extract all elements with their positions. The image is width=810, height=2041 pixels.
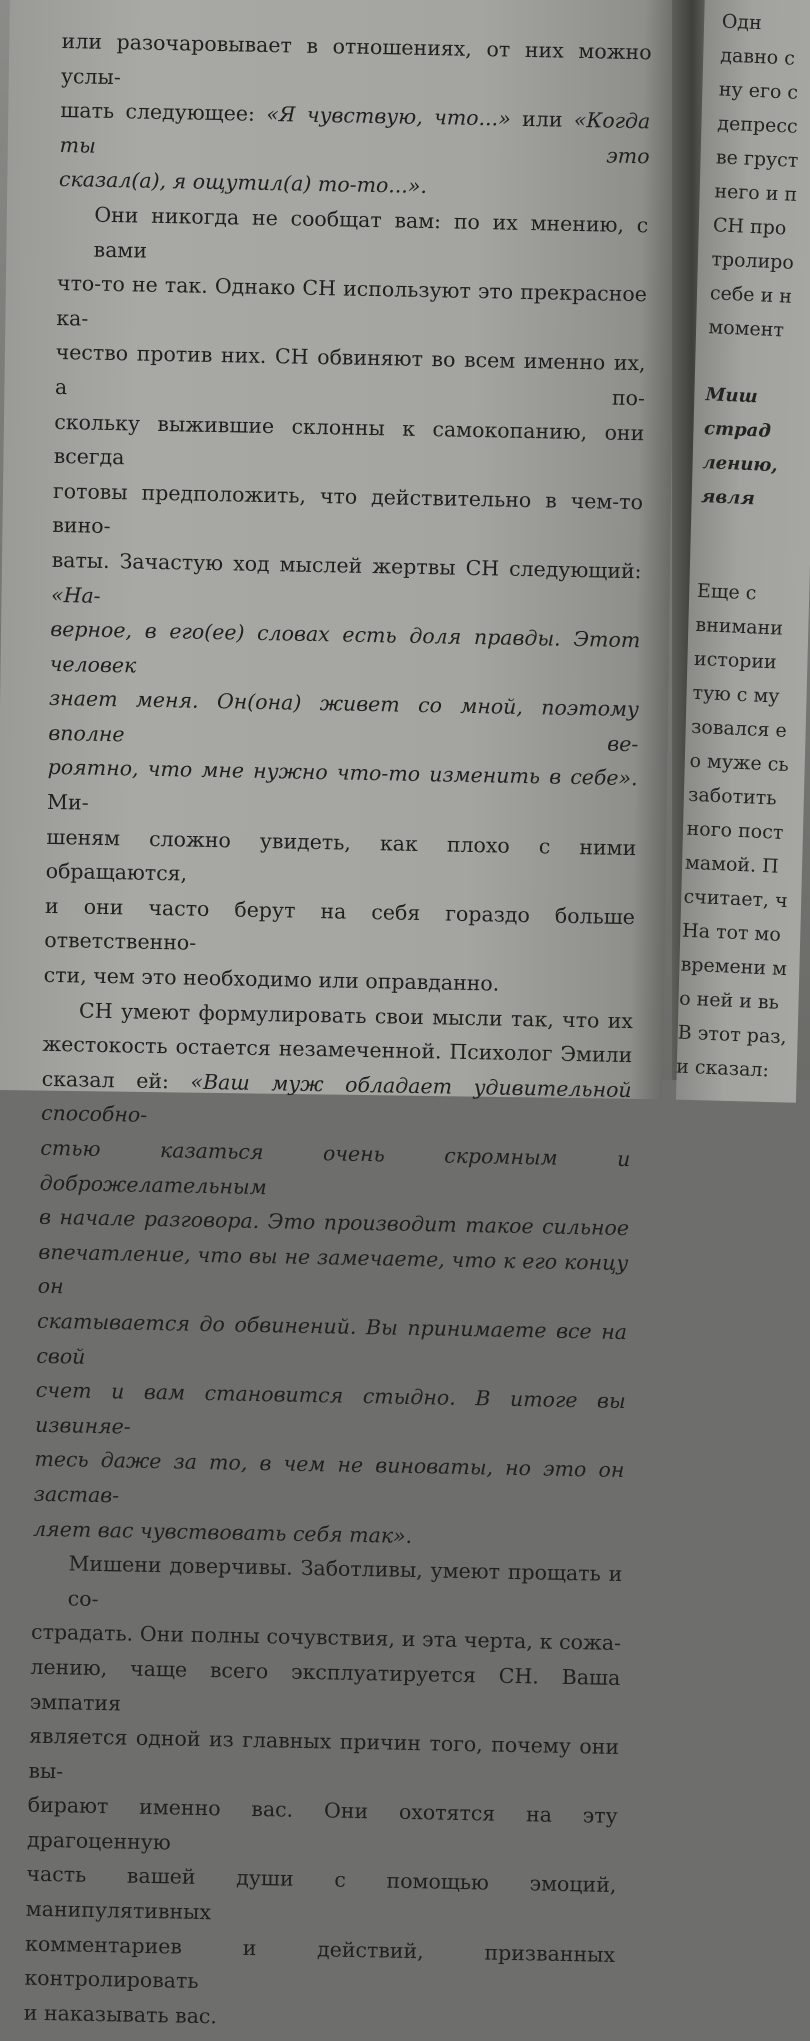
italic-text: сказал(а), я ощутил(а) то-то...». [58, 167, 428, 199]
text-segment: и наказывать вас. [23, 2000, 218, 2029]
italic-text: роятно, что мне нужно что-то изменить в себе». [47, 755, 638, 791]
right-page-line: давно с [719, 44, 796, 70]
text-line [55, 335, 646, 416]
right-page-line: внимани [695, 613, 784, 640]
text-segment: жестокость остается незамеченной. Психолог Эмили [42, 1032, 633, 1068]
text-line [51, 543, 642, 624]
text-segment: лению, чаще всего эксплуатируется СН. Ваша эмпатия [29, 1654, 621, 1715]
text-line [59, 93, 650, 174]
italic-text: стью казаться очень скромным и доброжелательным [39, 1135, 631, 1199]
text-line [45, 820, 636, 901]
text-line [28, 1719, 619, 1800]
text-line [53, 404, 644, 485]
text-segment: ваты. Зачастую ход мыслей жертвы СН следующий: [51, 547, 642, 584]
right-page-quote-line: явля [700, 486, 756, 510]
italic-text: «Ваш муж обладает удивительной способно- [40, 1069, 632, 1128]
italic-text: «Когда ты это [59, 108, 651, 169]
text-segment: сти, чем это необходимо или оправданно. [43, 962, 500, 996]
text-segment: Мишени доверчивы. Заботливы, умеют прощать и со- [67, 1551, 623, 1611]
italic-text: скатывается до обвинений. Вы принимаете все на свой [36, 1308, 628, 1369]
right-page-line: мамой. П [684, 851, 780, 878]
text-line [41, 1062, 632, 1143]
text-line [29, 1650, 620, 1731]
text-line [39, 1131, 630, 1212]
text-line [37, 1235, 628, 1316]
text-line [27, 1788, 618, 1869]
text-line [52, 474, 643, 555]
italic-text: впечатление, что вы не замечаете, что к его концу он [37, 1239, 629, 1299]
right-page-line: заботить [687, 783, 778, 810]
right-page-line: него и п [713, 180, 798, 206]
text-segment: комментариев и действий, призванных контролировать [24, 1931, 616, 1994]
italic-text: знает меня. Он(она) живет со мной, поэтому вполне ве- [48, 686, 640, 757]
right-page-line: о муже сь [689, 749, 790, 777]
text-segment: чество против них. СН обвиняют во всем именно их, а по- [54, 340, 646, 411]
text-segment: готовы предположить, что действительно в чем-то вино- [52, 478, 644, 539]
italic-text: «На- [50, 582, 101, 608]
italic-text: верное, в его(ее) словах есть доля правды. Этот человек [49, 616, 641, 678]
right-page-quote-line: лению, [702, 452, 779, 477]
right-page-line: истории [693, 647, 778, 674]
text-line [56, 266, 647, 347]
right-page-line: тую с му [692, 681, 780, 708]
text-segment: часть вашей души с помощью эмоций, манипулятивных [25, 1862, 617, 1925]
italic-text: ляет вас чувствовать себя так». [32, 1516, 413, 1548]
text-line [36, 1304, 627, 1385]
right-page-line: ве груст [715, 146, 799, 172]
right-page-line: На тот мо [681, 919, 782, 946]
right-page-line: Еще с [696, 579, 757, 605]
right-page-line: считает, ч [683, 885, 789, 913]
text-line [44, 889, 635, 970]
text-segment: что-то не так. Однако СН используют это прекрасное ка- [56, 271, 648, 331]
text-line [49, 612, 640, 693]
text-segment: и они часто берут на себя гораздо больше ответственно- [44, 893, 636, 956]
italic-text: «Я чувствую, что...» [266, 102, 511, 131]
right-page-line: СН про [712, 214, 787, 240]
text-segment: является одной из главных причин того, почему они вы- [28, 1723, 620, 1784]
right-page-line: В этот раз, [677, 1021, 788, 1049]
text-segment: скольку выжившие склонны к самокопанию, они всегда [53, 409, 645, 470]
right-page-line: зовался е [690, 715, 788, 742]
text-segment: сказал ей: [41, 1066, 191, 1094]
italic-text: тесь даже за то, в чем не виноваты, но это он застав- [33, 1447, 625, 1508]
right-page-line: момент [708, 316, 785, 342]
text-segment: шеням сложно увидеть, как плохо с ними обращаются, [45, 824, 637, 886]
text-segment: Ми- [46, 789, 89, 815]
text-segment: бирают именно вас. Они охотятся на эту драгоценную [26, 1792, 618, 1855]
text-segment: страдать. Они полны сочувствия, и эта черта, к сожа- [30, 1620, 622, 1656]
right-page-line: времени м [680, 953, 788, 981]
right-page-line: ну его с [718, 78, 799, 104]
text-line [33, 1442, 624, 1523]
right-page-line: о ней и вь [678, 987, 780, 1014]
right-page-line: себе и н [709, 282, 793, 308]
text-line [24, 1926, 615, 2007]
text-line [25, 1857, 616, 1938]
right-page-line: Одн [721, 10, 763, 35]
text-line [61, 24, 652, 105]
text-segment: СН умеют формулировать свои мысли так, что их [78, 998, 634, 1033]
right-page-quote-line: Миш [705, 384, 759, 408]
text-line [47, 750, 638, 831]
text-line [31, 1546, 622, 1627]
text-segment: или [510, 106, 575, 133]
text-segment: шать следующее: [60, 98, 267, 127]
text-line [48, 681, 639, 762]
text-segment: или разочаровывает в отношениях, от них можно услы- [60, 28, 652, 89]
right-page-line: тролиро [711, 248, 795, 274]
right-page-line: депресс [716, 112, 799, 138]
right-page-line: ного пост [686, 817, 784, 844]
right-page-line: и сказал: [675, 1055, 770, 1082]
italic-text: счет и вам становится стыдно. В итоге вы извиняе- [34, 1377, 626, 1439]
left-page-text [23, 24, 651, 2041]
text-line [35, 1373, 626, 1454]
right-page-quote-line: страд [703, 418, 772, 442]
italic-text: в начале разговора. Это производит такое сильное [38, 1204, 630, 1241]
text-segment: Они никогда не сообщат вам: по их мнению, с вами [93, 202, 649, 263]
text-line [57, 197, 648, 278]
